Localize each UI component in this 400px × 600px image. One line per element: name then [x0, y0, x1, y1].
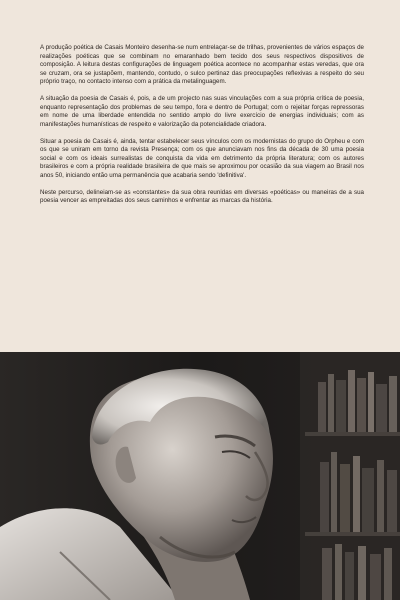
back-cover-text [40, 44, 364, 214]
paragraph-3: Situar a poesia de Casais é, ainda, tentar estabelecer seus vínculos com os modernistas do grupo do Orpheu e com os que se uniram em torno da revista Presença; com os que anunciavam nos fins da década de 30 uma poesia social e com os ideais surrealistas de conquista da vida em detrimento da própria literatura; com os autores brasileiros e com a própria realidade brasileira de que mais se aproximou por ocasião da sua viagem ao Brasil nos anos 50, iniciando então uma permanência que acabaria sendo 'definitiva'. [40, 137, 364, 179]
author-portrait-photo [0, 352, 400, 600]
paragraph-2: A situação da poesia de Casais é, pois, a de um projecto nas suas vinculações com a sua própria crítica de poesia, enquanto representação dos problemas de seu tempo, fora e dentro de Portugal; com o rejeitar forças repressoras em nome de uma liberdade entendida no sentido amplo do livre exercício de energias individuais; com as manifestações humanísticas de respeito e valorização da potencialidade criadora. [40, 95, 364, 128]
paragraph-4: Neste percurso, delineiam-se as «constantes» da sua obra reunidas em diversas «poéticas» ou maneiras de a sua poesia vencer as empreitadas dos seus caminhos e enfrentar as marcas da história. [40, 188, 364, 205]
bookshelf [300, 352, 400, 600]
paragraph-1: A produção poética de Casais Monteiro desenha-se num entrelaçar-se de trilhas, provenientes de vários espaços de realizações poéticas que se combinam no emaranhado bem tecido dos seus respectivos dispositivos de composição. A leitura destas configurações de linguagem poética acontece no acompanhar estas veredas, que ora se cruzam, ora se justapõem, mantendo, contudo, o sulco pertinaz das preocupações reflexivas a respeito do seu próprio traço, no contacto intenso com a prática da metalinguagem. [40, 44, 364, 85]
